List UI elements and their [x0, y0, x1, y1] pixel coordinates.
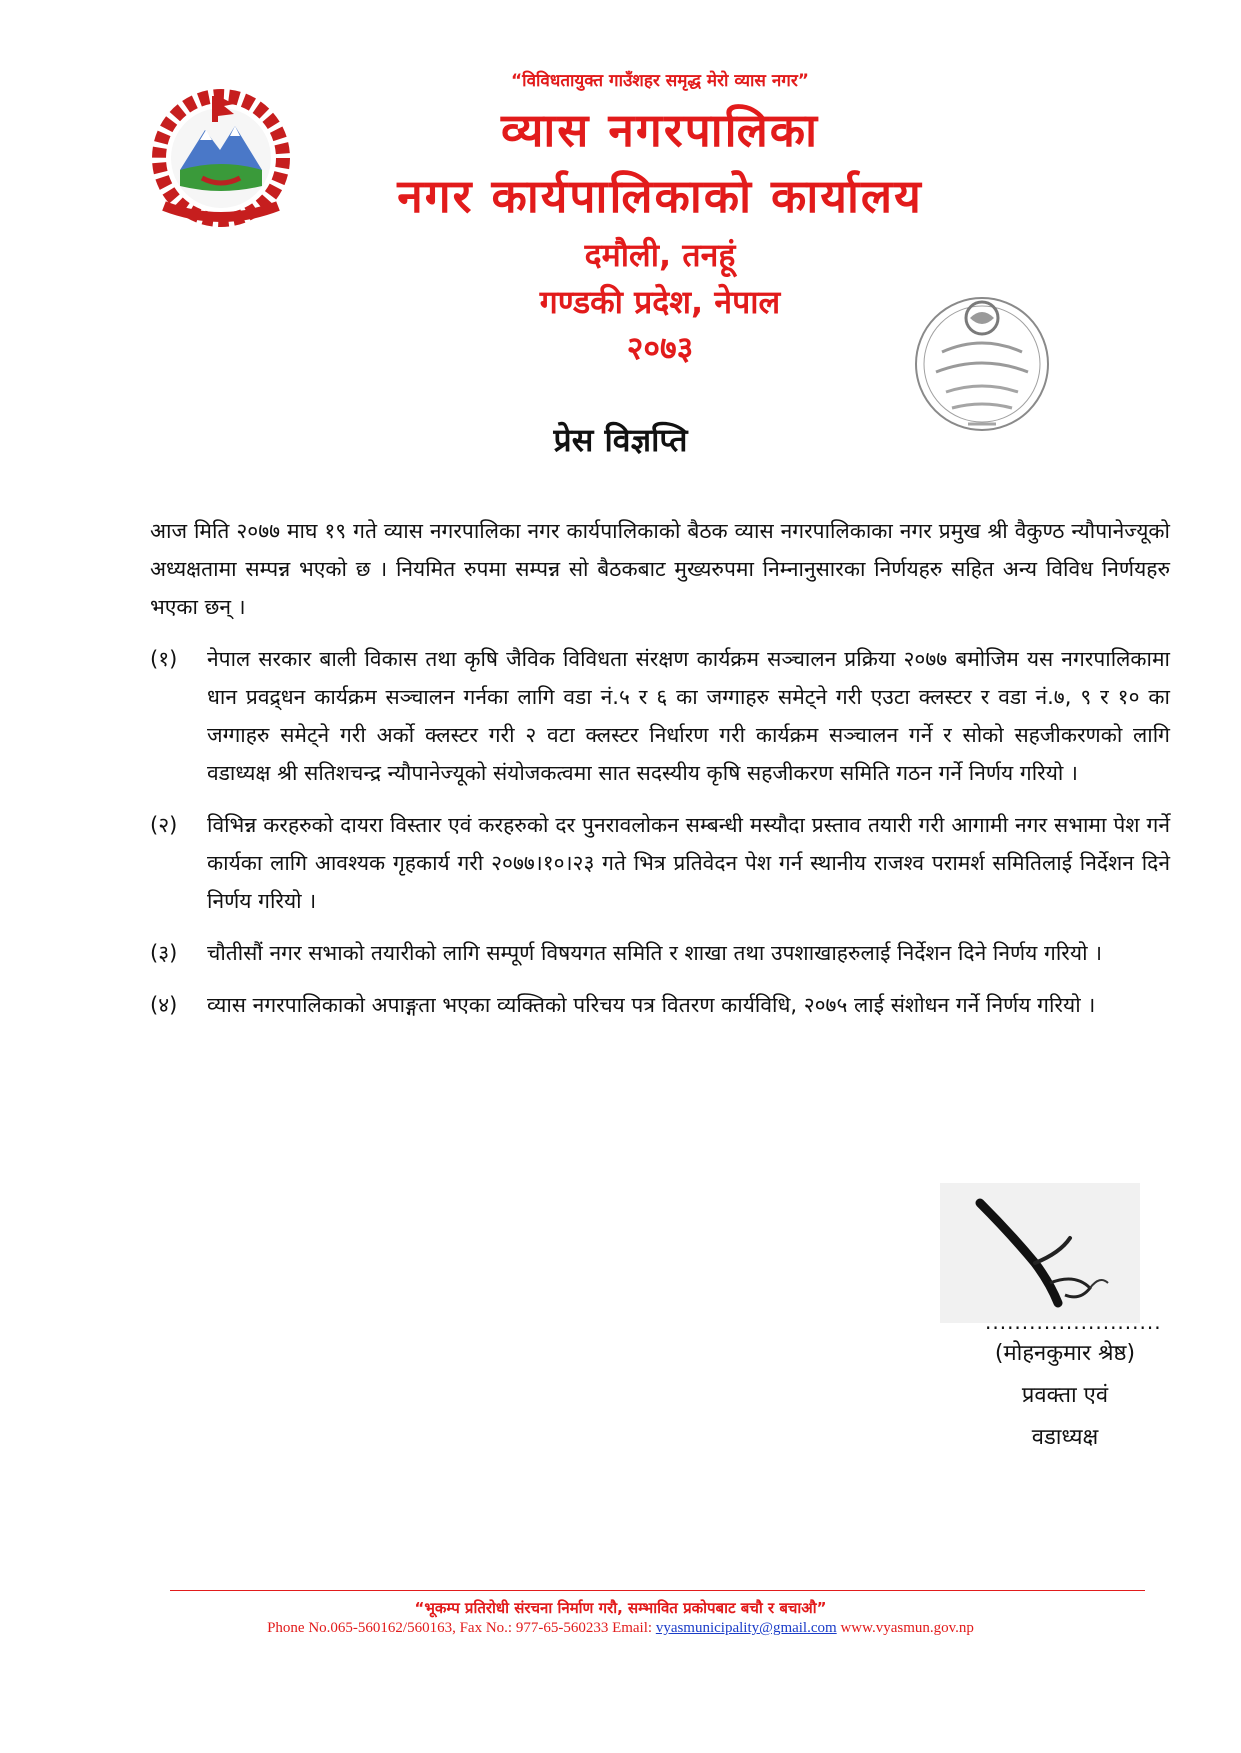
decision-number: (१) — [150, 647, 178, 671]
decision-number: (४) — [150, 993, 178, 1017]
signatory-block — [960, 1333, 1170, 1459]
footer-email-link[interactable]: vyasmunicipality@gmail.com — [655, 1620, 837, 1636]
footer-phone: Phone No.065-560162/560163, Fax No.: 977-65-560233 Email: — [267, 1620, 653, 1636]
decision-number: (३) — [150, 941, 178, 965]
decision-number: (२) — [150, 813, 178, 837]
intro-paragraph: आज मिति २०७७ माघ १९ गते व्यास नगरपालिका नगर कार्यपालिकाको बैठक व्यास नगरपालिकाका नगर प्रमुख श्री वैकुण्ठ न्यौपानेज्यूको अध्यक्षतामा सम्पन्न भएको छ । नियमित रुपमा सम्पन्न सो बैठकबाट मुख्यरुपमा निम्नानुसारका निर्णयहरु सहित अन्य विविध निर्णयहरु भएका छन् । — [150, 519, 1170, 619]
signatory-name: (मोहनकुमार श्रेष्ठ) — [994, 1341, 1136, 1366]
office-name: नगर कार्यपालिकाको कार्यालय — [397, 169, 923, 223]
document-body — [150, 512, 1170, 1038]
office-province: गण्डकी प्रदेश, नेपाल — [539, 283, 781, 321]
signatory-role: प्रवक्ता एवं — [1021, 1383, 1109, 1408]
document-title: प्रेस विज्ञप्ति — [553, 421, 688, 459]
decision-text: नेपाल सरकार बाली विकास तथा कृषि जैविक विविधता संरक्षण कार्यक्रम सञ्चालन प्रक्रिया २०७७ बमोजिम यस नगरपालिकामा धान प्रवद्र्धन कार्यक्रम सञ्चालन गर्नका लागि वडा नं.५ र ६ का जग्गाहरु समेट्ने गरी एउटा क्लस्टर र वडा नं.७, ९ र १० का जग्गाहरु समेट्ने गरी अर्को क्लस्टर गरी २ वटा क्लस्टर निर्धारण गरी कार्यक्रम सञ्चालन गर्ने र सोको सहजीकरणको लागि वडाध्यक्ष श्री सतिशचन्द्र न्यौपानेज्यूको संयोजकत्वमा सात सदस्यीय कृषि सहजीकरण समिति गठन गर्ने निर्णय गरियो । — [207, 647, 1170, 785]
handwritten-signature — [940, 1183, 1140, 1323]
footer-contact — [0, 1620, 1241, 1637]
decision-text: विभिन्न करहरुको दायरा विस्तार एवं करहरुको दर पुनरावलोकन सम्बन्धी मस्यौदा प्रस्ताव तयारी गरी आगामी नगर सभामा पेश गर्ने कार्यका लागि आवश्यक गृहकार्य गरी २०७७।१०।२३ गते भित्र प्रतिवेदन पेश गर्न स्थानीय राजश्व परामर्श समितिलाई निर्देशन दिने निर्णय गरियो । — [207, 813, 1170, 913]
header-slogan: “विविधतायुक्त गाउँशहर समृद्ध मेरो व्यास नगर” — [511, 71, 809, 91]
office-year: २०७३ — [626, 329, 694, 367]
coat-of-arms-emblem — [140, 78, 302, 230]
decision-item — [150, 986, 1170, 1024]
footer-website[interactable]: www.vyasmun.gov.np — [840, 1620, 974, 1636]
office-location: दमौली, तनहूं — [584, 236, 736, 274]
decision-text: व्यास नगरपालिकाको अपाङ्गता भएका व्यक्तिको परिचय पत्र वितरण कार्यविधि, २०७५ लाई संशोधन गर्ने निर्णय गरियो । — [207, 993, 1096, 1017]
decision-item — [150, 934, 1170, 972]
footer-divider — [170, 1590, 1145, 1591]
signatory-designation: वडाध्यक्ष — [1031, 1425, 1099, 1450]
organization-name: व्यास नगरपालिका — [500, 103, 820, 157]
decision-text: चौतीसौं नगर सभाको तयारीको लागि सम्पूर्ण विषयगत समिति र शाखा तथा उपशाखाहरुलाई निर्देशन दिने निर्णय गरियो । — [207, 941, 1103, 965]
footer-slogan: “भूकम्प प्रतिरोधी संरचना निर्माण गरौ, सम्भावित प्रकोपबाट बचौ र बचाऔ” — [414, 1599, 827, 1617]
decision-item — [150, 640, 1170, 792]
decision-item — [150, 806, 1170, 920]
signature-line: ........................ — [985, 1310, 1162, 1334]
